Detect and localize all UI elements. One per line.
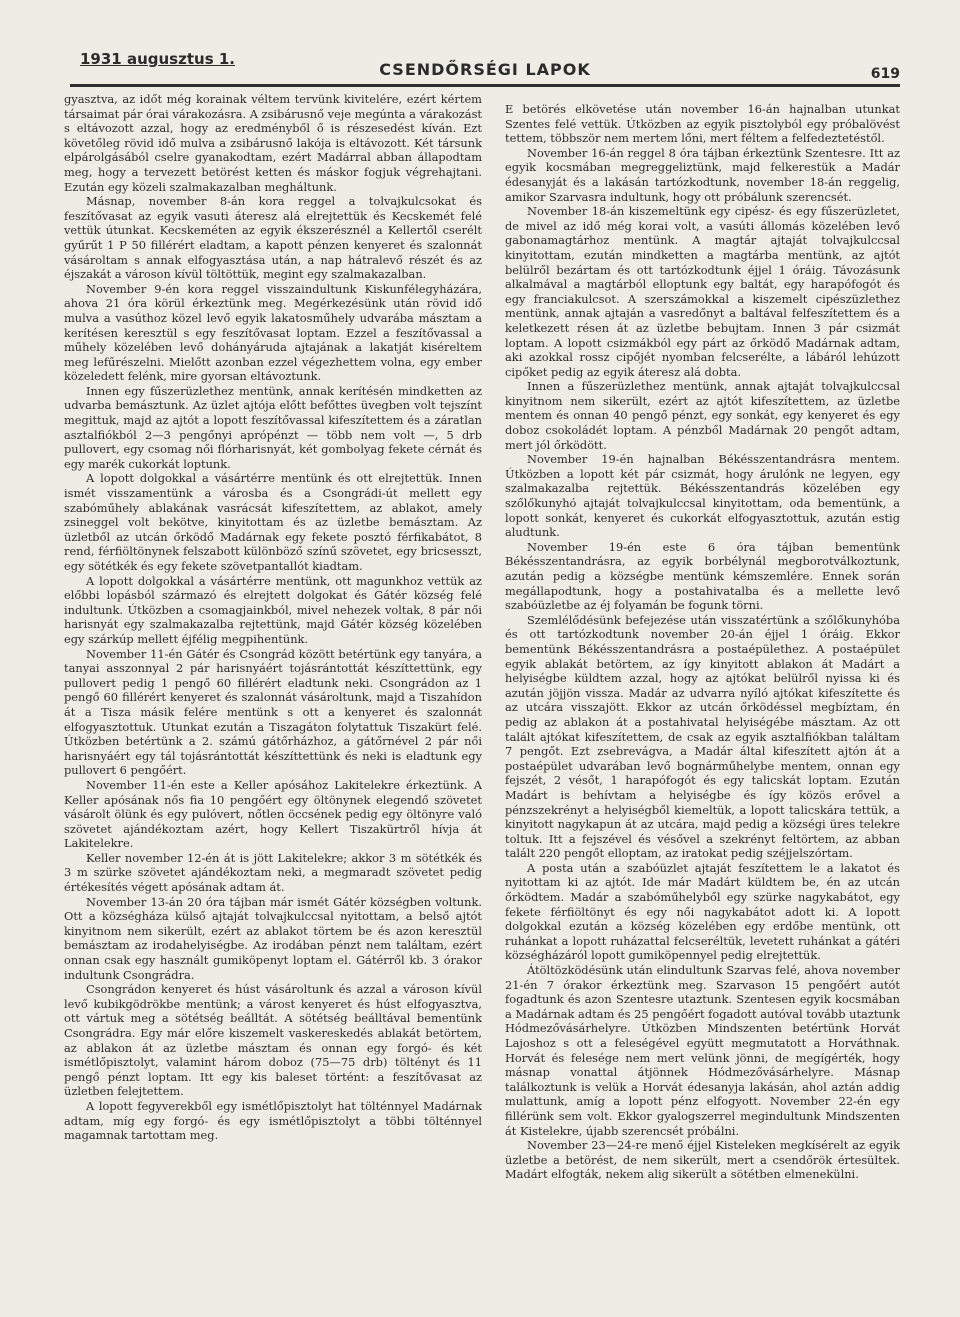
paragraph: November 11-én Gátér és Csongrád között betértünk egy tanyára, a tanyai asszonnyal 2 pár harisnyáért tojásrántottát készíttettünk, egy pullovert pedig 1 pengő 60 fillérért eladtunk neki. Csongrádon az 1 pengő 60 fillérért kenyeret és szalonnát vásároltunk, majd a Tiszahídon át a Tisza másik felére mentünk s ott a kenyeret és szalonnát elfogyasztottuk. Utunkat ezután a Tiszagáton folytattuk Tiszakürt felé. Útközben betértünk a 2. számú gátőrházhoz, a gátőrnével 2 pár női harisnyáért egy tál tojásrántottát készíttettünk és neki is eladtunk egy pullovert 6 pengőért. xyxy=(64,646,482,778)
paragraph: November 11-én este a Keller apósához Lakitelekre érkeztünk. A Keller apósának nős fia 10 pengőért egy öltönynek elegendő szövetet vásárolt ölünk és egy pulóvert, nőtlen öccsének pedig egy öltönyre való szövetet ajándékoztam azért, hogy Kellert Tiszakürtről hívja át Lakitelekre. xyxy=(64,777,482,851)
paragraph: November 16-án reggel 8 óra tájban érkeztünk Szentesre. Itt az egyik kocsmában megreggeliztünk, majd felkerestük a Madár édesanyját és a lakásán tartózkodtunk, november 18-án reggelig, amikor Szarvasra indultunk, hogy ott próbálunk szerencsét. xyxy=(505,145,900,204)
paragraph: A lopott fegyverekből egy ismétlőpisztolyt hat tölténnyel Madárnak adtam, míg egy forgó- és egy ismétlőpisztolyt a többi tölténnyel magamnak tartottam meg. xyxy=(64,1098,482,1143)
paragraph: November 23—24-re menő éjjel Kisteleken megkísérelt az egyik üzletbe a betörést, de nem sikerült, mert a csendőrök értesültek. Madárt elfogták, nekem alig sikerült a sötétben elmenekülni. xyxy=(505,1138,900,1182)
paragraph: November 9-én kora reggel visszaindultunk Kiskunfélegyházára, ahova 21 óra körül érkeztünk meg. Megérkezésünk után rövid idő mulva a vasúthoz közel levő egyik lakatosműhely udvarába másztam a kerítésen keresztül s egy feszítővasat loptam. Ezzel a feszítővassal a műhely közelében levő dohányáruda ajtajának a lakatját kiséreltem meg lefűrészelni. Mielőtt azonban ezzel végezhettem volna, egy ember közeledett felénk, mire gyorsan eltávoztunk. xyxy=(64,281,482,384)
page-header xyxy=(70,46,900,87)
issue-date: 1931 augusztus 1. xyxy=(80,50,235,68)
paragraph: Másnap, november 8-án kora reggel a tolvajkulcsokat és feszítővasat az egyik vasuti áteresz alá elrejtettük és Kecskemét felé vettük útunkat. Kecskeméten az egyik ékszerésznél a Kellertől cserélt gyűrűt 1 P 50 fillérért eladtam, a kapott pénzen kenyeret és szalonnát vásároltam s annak elfogyasztása után, a nap hátralevő részét és az éjszakát a városon kívül töltöttük, megint egy szalmakazalban. xyxy=(64,194,482,282)
publication-title: CSENDŐRSÉGI LAPOK xyxy=(379,60,591,79)
paragraph: A posta után a szabóüzlet ajtaját feszítettem le a lakatot és nyitottam ki az ajtót. Ide már Madárt küldtem be, én az utcán őrködtem. Madár a szabóműhelyből egy szürke nagykabátot, egy fekete férfiöltönyt és egy női nagykabátot adott ki. A lopott dolgokkal ezután a község közelében egy erdőbe mentünk, ott ruhánkat a lopott ruházattal felcseréltük, levetett ruhánkat a gátéri községházáról lopott gumiköpennyel pedig elrejtettük. xyxy=(505,860,900,963)
paragraph: E betörés elkövetése után november 16-án hajnalban utunkat Szentes felé vettük. Útközben az egyik pisztolyból egy próbalövést tettem, többször nem mertem lőni, mert féltem a felfedeztetéstől. xyxy=(505,102,900,146)
paragraph: Keller november 12-én át is jött Lakitelekre; akkor 3 m sötétkék és 3 m szürke szövetet ajándékoztam neki, a megmaradt szövetet pedig értékesítés végett apósának adtam át. xyxy=(64,850,482,895)
paragraph: Innen a fűszerüzlethez mentünk, annak ajtaját tolvajkulccsal kinyitnom nem sikerült, ezért az ajtót kifeszítettem, az üzletbe mentem és onnan 40 pengő pénzt, egy sonkát, egy kenyeret és egy doboz csokoládét loptam. A pénzből Madárnak 20 pengőt adtam, mert jól őrködött. xyxy=(505,379,900,452)
paragraph: Csongrádon kenyeret és húst vásároltunk és azzal a városon kívül levő kubikgödrökbe mentünk; a várost kenyeret és húst elfogyasztva, ott vártuk meg a sötétség beálltát. A sötétség beálltával bementünk Csongrádra. Egy már előre kiszemelt vaskereskedés ablakát betörtem, az ablakon át az üzletbe másztam és onnan egy forgó- és két ismétlőpisztolyt, valamint három doboz (75—75 drb) töltényt és 11 pengő pénzt loptam. Itt egy kis baleset történt: a feszítővasat az üzletben felejtettem. xyxy=(64,982,482,1099)
paragraph: Átöltözködésünk után elindultunk Szarvas felé, ahova november 21-én 7 órakor érkeztünk meg. Szarvason 15 pengőért autót fogadtunk és azon Szentesre utaztunk. Szentesen egyik kocsmában a Madárnak adtam és 25 pengőért fogadott autóval tovább utaztunk Hódmezővásárhelyre. Útközben Mindszenten betértünk Horvát Lajoshoz s ott a feleségével együtt megmutatott a Horváthnak. Horvát és felesége nem mert velünk jönni, de megígérték, hogy másnap vonattal átjönnek Hódmezővásárhelyre. Másnap találkoztunk is velük a Horvát édesanyja lakásán, ahol aztán addig mulattunk, amíg a lopott pénz elfogyott. November 22-én egy fillérünk sem volt. Ekkor gyalogszerrel megindultunk Mindszenten át Kistelekre, újabb szerencsét próbálni. xyxy=(505,963,900,1138)
paragraph: gyasztva, az időt még korainak véltem tervünk kivitelére, ezért kértem társaimat pár órai várakozásra. A zsibárusnő veje megúnta a várakozást s eltávozott azzal, hogy az eredményből ő is részesedést kíván. Ezt követőleg rövid idő mulva a zsibárusnő lakója is eltávozott. Két társunk elpárolgásából cselre gyanakodtam, ezért Madárral abban állapodtam meg, hogy a tervezett betörést ketten és máskor fogjuk végrehajtani. Ezután egy közeli szalmakazalban megháltunk. xyxy=(64,92,482,194)
paragraph: November 18-án kiszemeltünk egy cipész- és egy fűszerüzletet, de mivel az idő még korai volt, a vasúti állomás közelében levő gabonamagtárhoz mentünk. A magtár ajtaját tolvajkulccsal kinyitottam, ezután mindketten a magtárba mentünk, az ajtót belülről bezártam és ott tartózkodtunk éjjel 1 óráig. Távozásunk alkalmával a magtárból elloptunk egy baltát, egy harapófogót és egy franciakulcsot. A szerszámokkal a kiszemelt cipészüzlethez mentünk, annak ajtaján a vasredőnyt a baltával felfeszítettem és a keletkezett résen át az üzletbe bebujtam. Innen 3 pár csizmát loptam. A lopott csizmákból egy párt az őrködő Madárnak adtam, aki azokkal rossz cipőjét nyomban felcserélte, a lábáról lehúzott cipőket pedig az egyik áteresz alá dobta. xyxy=(505,204,900,379)
paragraph: Szemlélődésünk befejezése után visszatértünk a szőlőkunyhóba és ott tartózkodtunk november 20-án éjjel 1 óráig. Ekkor bementünk Békésszentandrásra a postaépülethez. A postaépület egyik ablakát betörtem, az így kinyitott ablakon át Madárt a helyiségbe küldtem azzal, hogy az ajtókat belülről nyissa ki és azután jöjjön vissza. Madár az udvarra nyíló ajtókat kifeszítette és az utcára visszajött. Ekkor az utcán őrködéssel megbíztam, én pedig az ablakon át a postahivatal helyiségébe másztam. Az ott talált ajtókat kifeszítettem, de csak az egyik asztalfiókban találtam 7 pengőt. Ezt zsebrevágva, a Madár által kifeszített ajtón át a postaépület udvarában levő bognárműhelybe mentem, onnan egy fejszét, 2 vésőt, 1 harapófogót és egy talicskát loptam. Ezután Madárt is behívtam a helyiségbe és így közös erővel a pénzszekrényt a helyiségből kiemeltük, a lopott talicskára tettük, a kinyitott nagykapun át az utcára, majd pedig a községi üres telekre toltuk. Itt a fejszével és vésővel a szekrényt feltörtem, az abban talált 220 pengőt elloptam, az iratokat pedig széjjelszórtam. xyxy=(505,612,900,861)
paragraph: November 19-én hajnalban Békésszentandrásra mentem. Útközben a lopott két pár csizmát, hogy árulónk ne legyen, egy szalmakazalba rejtettük. Békésszentandrás közelében egy szőlőkunyhó ajtaját tolvajkulccsal kinyitottam, oda bementünk, a lopott sonkát, kenyeret és cukorkát elfogyasztottuk, azután estig aludtunk. xyxy=(505,452,900,540)
right-column xyxy=(505,102,900,1312)
page-number: 619 xyxy=(870,66,900,82)
left-column xyxy=(64,92,482,1302)
paragraph: A lopott dolgokkal a vásártérre mentünk és ott elrejtettük. Innen ismét visszamentünk a városba és a Csongrádi-út mellett egy szabóműhely ablakának vasrácsát kifeszítettem, az ablakot, amely zsineggel volt bekötve, kinyitottam és az üzletbe bemásztam. Az üzletből az utcán őrködő Madárnak egy fekete posztó férfikabátot, 8 rend, férfiöltönynek felszabott különböző színű szövetet, egy bricsesszt, egy sötétkék és egy fekete szövetpantallót kiadtam. xyxy=(64,471,482,573)
paragraph: November 19-én este 6 óra tájban bementünk Békésszentandrásra, az egyik borbélynál megborotválkoztunk, azután pedig a községbe mentünk kémszemlére. Ennek során megállapodtunk, hogy a postahivatalba és a mellette levő szabóüzletbe az éj folyamán be fogunk törni. xyxy=(505,539,900,613)
paragraph: November 13-án 20 óra tájban már ismét Gátér községben voltunk. Ott a községháza külső ajtaját tolvajkulccsal nyitottam, a belső ajtót kinyitnom nem sikerült, ezért az ablakot törtem be és azon keresztül bemásztam az irodahelyiségbe. Az irodában pénzt nem találtam, ezért onnan csak egy használt gumiköpenyt loptam el. Gátérről kb. 3 órakor indultunk Csongrádra. xyxy=(64,894,482,982)
paragraph: Innen egy fűszerüzlethez mentünk, annak kerítésén mindketten az udvarba bemásztunk. Az üzlet ajtója előtt befőttes üvegben volt tejszínt megittuk, majd az ajtót a lopott feszítővassal kifeszítettem és a záratlan asztalfiókból 2—3 pengőnyi aprópénzt — több nem volt —, 5 drb pullovert, egy csomag női flórharisnyát, két gombolyag fekete cérnát és egy marék cukorkát loptunk. xyxy=(64,383,482,471)
paragraph: A lopott dolgokkal a vásártérre mentünk, ott magunkhoz vettük az előbbi lopásból származó és elrejtett dolgokat és Gátér község felé indultunk. Útközben a csomagjainkból, mivel nehezek voltak, 8 pár női harisnyát egy szalmakazalba rejtettünk, majd Gátér község közelében egy szárkúp mellett éjfélig megpihentünk. xyxy=(64,573,482,646)
